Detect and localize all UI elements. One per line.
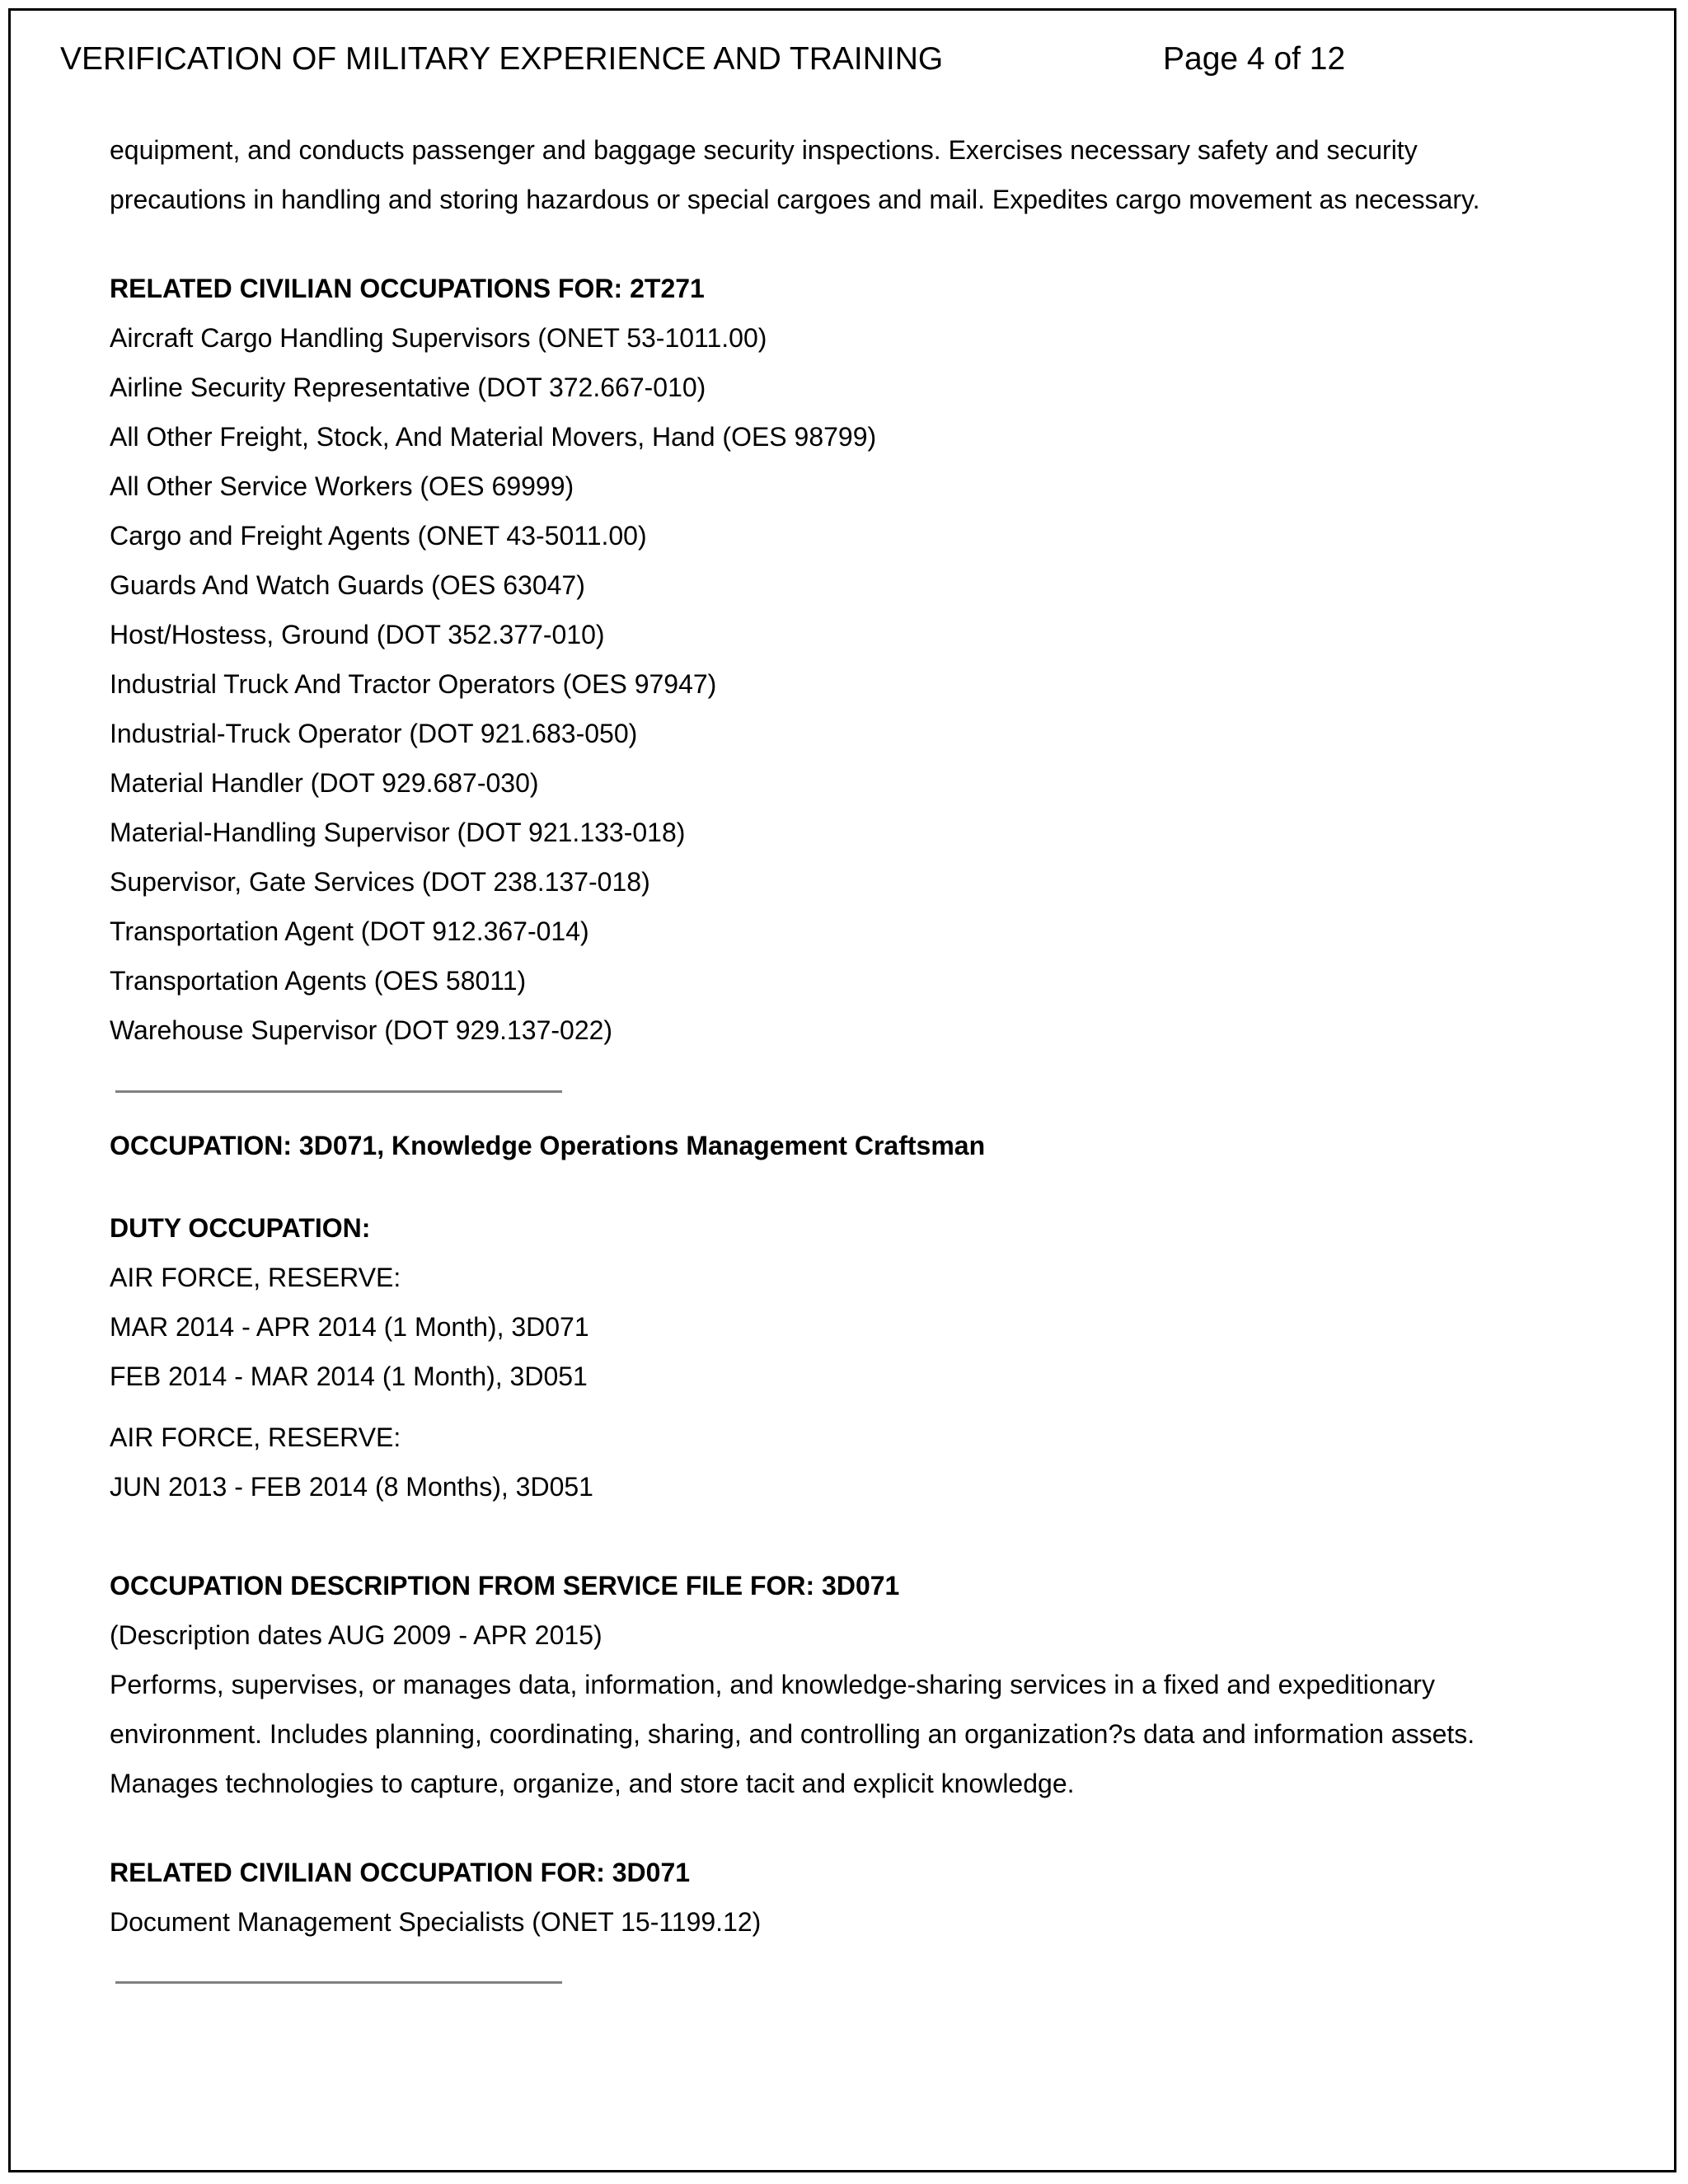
page-number: Page 4 of 12 <box>1163 41 1346 77</box>
duty-entry: FEB 2014 - MAR 2014 (1 Month), 3D051 <box>110 1361 588 1391</box>
related-occupation-item: Host/Hostess, Ground (DOT 352.377-010) <box>110 620 605 649</box>
occupation-description-heading: OCCUPATION DESCRIPTION FROM SERVICE FILE FOR: 3D071 <box>110 1571 900 1601</box>
duty-occupation-heading: DUTY OCCUPATION: <box>110 1213 371 1243</box>
document-body <box>110 125 1643 1984</box>
related-occupation-item: All Other Freight, Stock, And Material Movers, Hand (OES 98799) <box>110 422 877 452</box>
related-occupation-item: Transportation Agent (DOT 912.367-014) <box>110 916 589 946</box>
related-occupation-3d071-heading: RELATED CIVILIAN OCCUPATION FOR: 3D071 <box>110 1858 691 1887</box>
duty-entry: MAR 2014 - APR 2014 (1 Month), 3D071 <box>110 1312 589 1342</box>
description-line: environment. Includes planning, coordinating, sharing, and controlling an organization?s data and information assets. <box>110 1719 1475 1749</box>
related-occupation-item: Aircraft Cargo Handling Supervisors (ONET 53-1011.00) <box>110 323 767 353</box>
related-occupation-item: Airline Security Representative (DOT 372.667-010) <box>110 373 706 402</box>
intro-line: equipment, and conducts passenger and baggage security inspections. Exercises necessary safety and security <box>110 135 1418 165</box>
related-occupation-item: Document Management Specialists (ONET 15-1199.12) <box>110 1907 762 1937</box>
related-occupation-item: Material-Handling Supervisor (DOT 921.133-018) <box>110 818 686 847</box>
occupation-heading: OCCUPATION: 3D071, Knowledge Operations Management Craftsman <box>110 1131 986 1160</box>
document-title: VERIFICATION OF MILITARY EXPERIENCE AND TRAINING <box>60 41 944 77</box>
duty-branch: AIR FORCE, RESERVE: <box>110 1422 401 1452</box>
duty-branch: AIR FORCE, RESERVE: <box>110 1263 401 1292</box>
description-dates: (Description dates AUG 2009 - APR 2015) <box>110 1620 603 1650</box>
related-occupation-item: Industrial-Truck Operator (DOT 921.683-050) <box>110 719 638 748</box>
related-occupation-item: Material Handler (DOT 929.687-030) <box>110 768 539 798</box>
related-occupation-item: Industrial Truck And Tractor Operators (OES 97947) <box>110 669 717 699</box>
related-occupation-item: Supervisor, Gate Services (DOT 238.137-018) <box>110 867 650 897</box>
related-occupation-item: Transportation Agents (OES 58011) <box>110 966 527 996</box>
related-occupations-2t271-heading: RELATED CIVILIAN OCCUPATIONS FOR: 2T271 <box>110 274 705 303</box>
related-occupation-item: Warehouse Supervisor (DOT 929.137-022) <box>110 1015 613 1045</box>
description-line: Performs, supervises, or manages data, information, and knowledge-sharing services in a fixed and expeditionary <box>110 1670 1435 1699</box>
duty-entry: JUN 2013 - FEB 2014 (8 Months), 3D051 <box>110 1472 593 1502</box>
related-occupation-item: All Other Service Workers (OES 69999) <box>110 471 574 501</box>
intro-line: precautions in handling and storing hazardous or special cargoes and mail. Expedites cargo movement as necessary. <box>110 185 1480 214</box>
description-line: Manages technologies to capture, organize, and store tacit and explicit knowledge. <box>110 1769 1075 1798</box>
section-divider <box>115 1981 562 1984</box>
related-occupation-item: Guards And Watch Guards (OES 63047) <box>110 570 585 600</box>
related-occupation-item: Cargo and Freight Agents (ONET 43-5011.00) <box>110 521 647 551</box>
